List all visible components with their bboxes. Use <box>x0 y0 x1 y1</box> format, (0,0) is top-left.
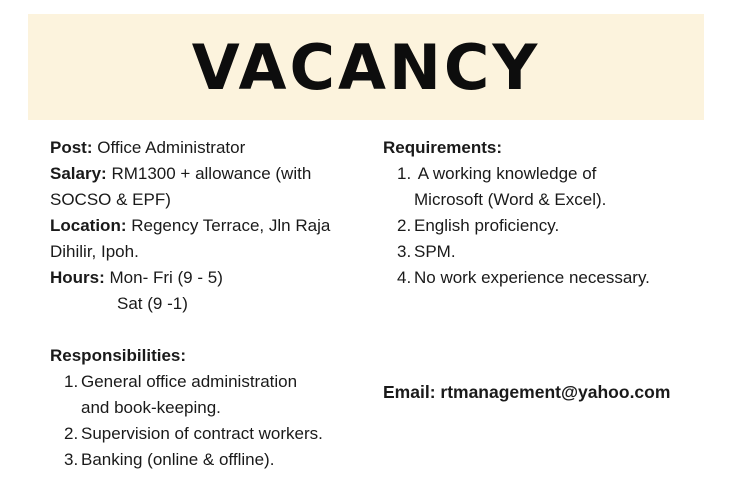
responsibilities-list <box>50 369 360 473</box>
requirements-heading: Requirements: <box>383 138 503 157</box>
contact-email: Email: rtmanagement@yahoo.com <box>383 382 671 402</box>
vacancy-title: VACANCY <box>191 31 541 104</box>
requirements-list <box>383 161 713 291</box>
location-value-continued: Dihilir, Ipoh. <box>50 242 139 261</box>
list-item: 2. Supervision of contract workers. <box>64 424 323 443</box>
list-item: 4. No work experience necessary. <box>397 268 650 287</box>
salary-value-continued: SOCSO & EPF) <box>50 190 171 209</box>
list-item: 3. SPM. <box>397 242 456 261</box>
location-value: Regency Terrace, Jln Raja <box>131 216 331 235</box>
list-item: 2. English proficiency. <box>397 216 560 235</box>
salary-label: Salary: <box>50 164 107 183</box>
post-label: Post: <box>50 138 93 157</box>
hours-label: Hours: <box>50 268 105 287</box>
hours-saturday: Sat (9 -1) <box>117 294 188 313</box>
list-item: 3. Banking (online & offline). <box>64 450 275 469</box>
hours-weekday: Mon- Fri (9 - 5) <box>109 268 223 287</box>
salary-value: RM1300 + allowance (with <box>111 164 312 183</box>
post-line <box>50 135 360 161</box>
title-banner <box>28 14 704 120</box>
post-value: Office Administrator <box>97 138 246 157</box>
salary-line <box>50 161 360 187</box>
list-item: 1. General office administration and book-keeping. <box>64 372 298 417</box>
responsibilities-heading: Responsibilities: <box>50 346 187 365</box>
location-label: Location: <box>50 216 127 235</box>
job-details-column <box>50 135 360 473</box>
location-line <box>50 213 360 239</box>
list-item: 1. A working knowledge of Microsoft (Word & Excel). <box>397 164 607 209</box>
requirements-column <box>383 135 713 291</box>
hours-line <box>50 265 360 291</box>
